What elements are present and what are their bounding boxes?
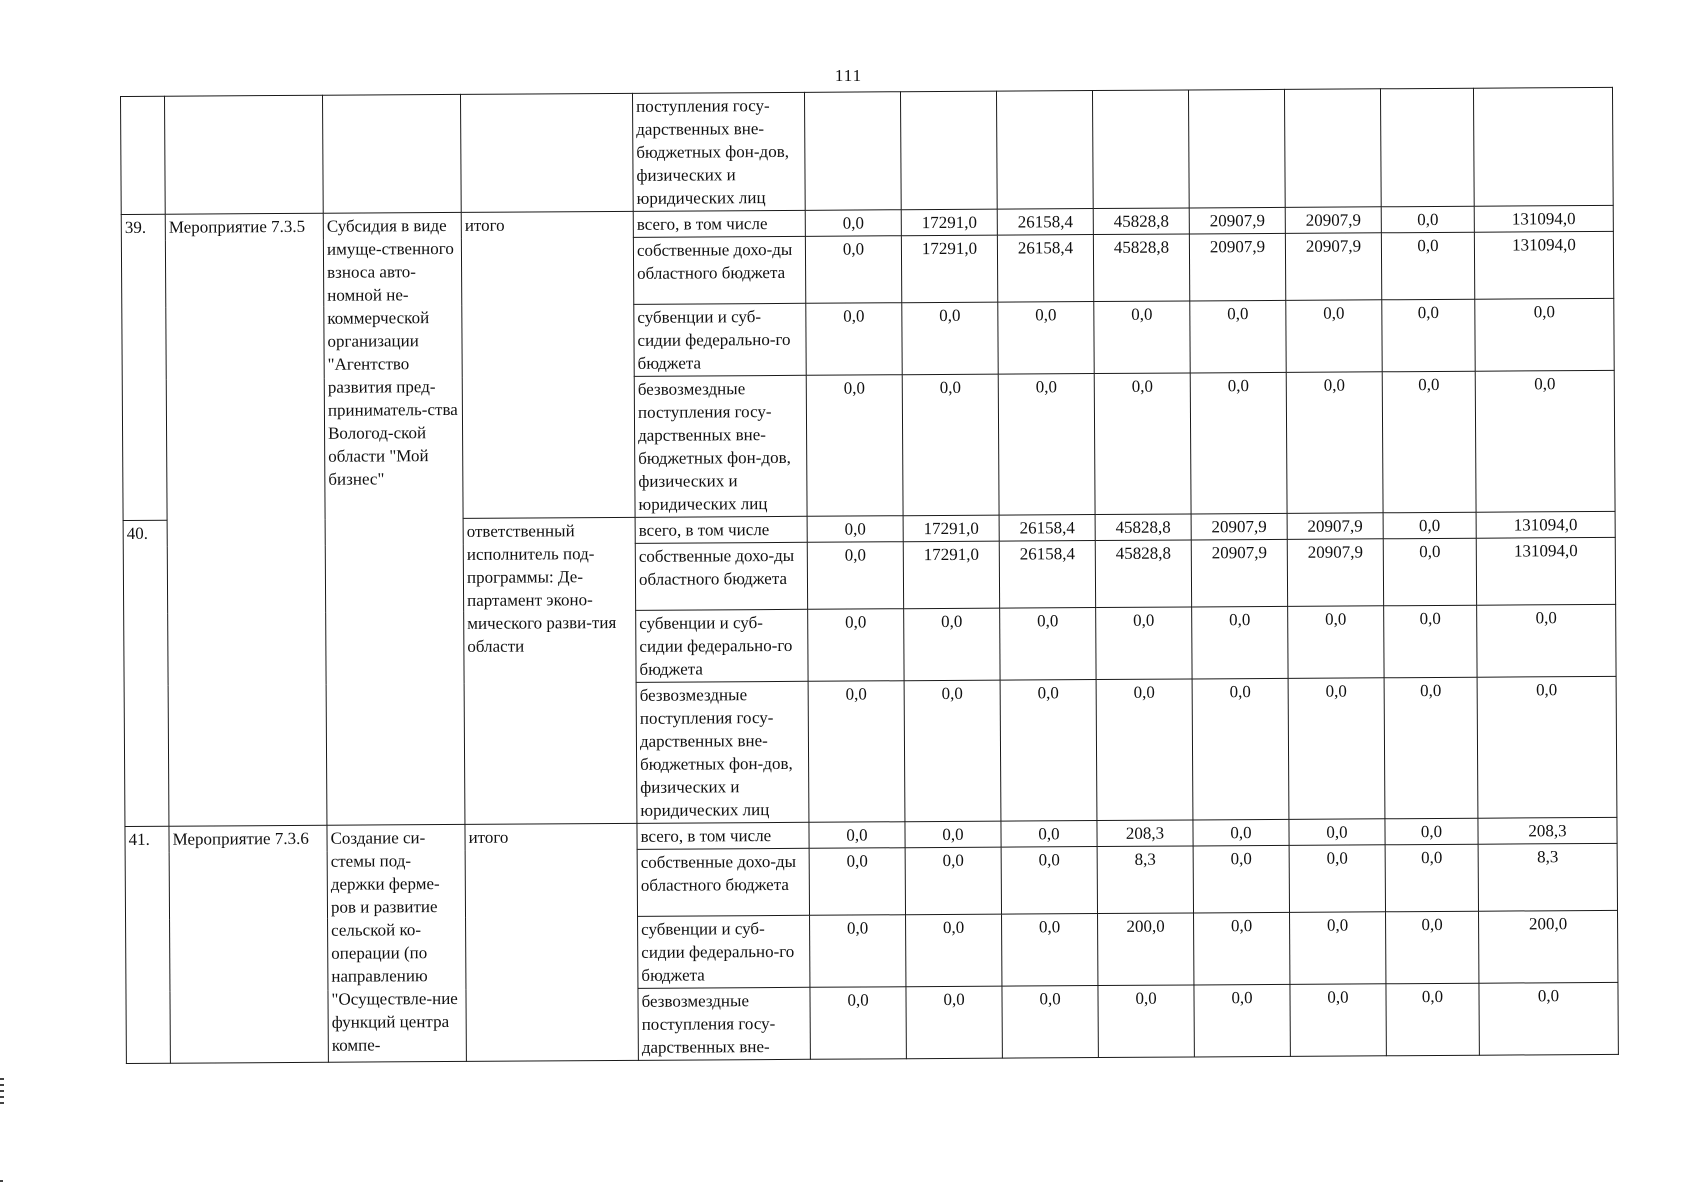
value-cell: 17291,0 xyxy=(903,515,999,542)
value-cell: 20907,9 xyxy=(1191,539,1287,607)
scan-margin-dot xyxy=(0,1180,3,1182)
value-cell: 0,0 xyxy=(1193,819,1289,846)
value-cell: 17291,0 xyxy=(903,541,999,609)
value-cell: 131094,0 xyxy=(1476,511,1615,538)
value-cell: 0,0 xyxy=(1381,206,1474,233)
value-cell: 0,0 xyxy=(1386,983,1479,1056)
value-cell: 0,0 xyxy=(1477,604,1616,677)
event-name: Мероприятие 7.3.6 xyxy=(169,825,328,1063)
value-cell: 200,0 xyxy=(1479,910,1618,983)
value-cell: 0,0 xyxy=(810,915,906,988)
row-number: 39. xyxy=(121,214,167,520)
value-cell: 0,0 xyxy=(807,516,903,543)
value-cell: 0,0 xyxy=(906,914,1002,987)
value-cell: 45828,8 xyxy=(1095,540,1191,608)
value-cell: 20907,9 xyxy=(1191,513,1287,540)
value-cell: 26158,4 xyxy=(997,209,1093,236)
funding-source: всего, в том числе xyxy=(633,210,805,237)
value-cell: 0,0 xyxy=(1382,371,1476,513)
value-cell: 20907,9 xyxy=(1285,233,1381,301)
value-cell: 45828,8 xyxy=(1093,208,1189,235)
value-cell: 20907,9 xyxy=(1189,233,1285,301)
value-cell: 0,0 xyxy=(1475,370,1615,512)
value-cell: 0,0 xyxy=(905,847,1001,915)
value-cell: 0,0 xyxy=(806,375,903,517)
value-cell: 0,0 xyxy=(1286,372,1383,514)
funding-source: поступления госу-дарственных вне-бюджетных фон-дов, физических и юридических лиц xyxy=(632,92,805,211)
value-cell: 0,0 xyxy=(1194,912,1290,985)
value-cell: 17291,0 xyxy=(901,235,997,303)
value-cell: 208,3 xyxy=(1478,817,1617,844)
value-cell: 0,0 xyxy=(1094,373,1191,515)
value-cell: 0,0 xyxy=(1002,986,1098,1059)
value-cell: 0,0 xyxy=(1381,232,1474,300)
row-number: 41. xyxy=(125,826,170,1063)
value-cell: 0,0 xyxy=(904,608,1000,681)
value-cell: 26158,4 xyxy=(999,515,1095,542)
value-cell: 0,0 xyxy=(1289,819,1385,846)
value-cell: 45828,8 xyxy=(1095,514,1191,541)
value-cell: 0,0 xyxy=(1001,821,1097,848)
funding-source: субвенции и суб-сидии федерально-го бюджета xyxy=(636,609,808,682)
value-cell: 0,0 xyxy=(1383,512,1476,539)
value-cell: 0,0 xyxy=(1098,985,1194,1058)
value-cell: 20907,9 xyxy=(1287,539,1383,607)
value-cell: 0,0 xyxy=(809,848,905,916)
funding-source: безвозмездные поступления госу-дарственных вне- xyxy=(638,987,810,1060)
value-cell: 0,0 xyxy=(808,609,904,682)
value-cell: 0,0 xyxy=(1290,984,1386,1057)
funding-source: субвенции и суб-сидии федерально-го бюджета xyxy=(634,303,806,376)
value-cell: 0,0 xyxy=(808,681,905,823)
value-cell: 0,0 xyxy=(1289,845,1385,913)
value-cell: 20907,9 xyxy=(1189,207,1285,234)
value-cell: 0,0 xyxy=(806,303,902,376)
scan-margin-marks xyxy=(0,1078,4,1106)
value-cell: 20907,9 xyxy=(1287,513,1383,540)
value-cell: 0,0 xyxy=(1386,911,1479,984)
funding-source: субвенции и суб-сидии федерально-го бюджета xyxy=(638,915,810,988)
value-cell: 0,0 xyxy=(902,302,998,375)
value-cell: 0,0 xyxy=(1096,607,1192,680)
event-description: Субсидия в виде имуще-ственного взноса авто-номной не-коммерческой организации "Агентство развития пред-приниматель-ства Вологод-ской области "Мой бизнес" xyxy=(323,212,465,825)
value-cell: 0,0 xyxy=(1194,984,1290,1057)
value-cell: 0,0 xyxy=(1477,676,1617,818)
value-cell: 20907,9 xyxy=(1285,207,1381,234)
funding-source: собственные дохо-ды областного бюджета xyxy=(637,848,809,916)
value-cell: 8,3 xyxy=(1097,846,1193,914)
value-cell: 0,0 xyxy=(1384,677,1478,819)
executor: итого xyxy=(461,211,635,518)
value-cell: 131094,0 xyxy=(1474,205,1613,232)
executor: ответственный исполнитель под-программы: Де-партамент эконо-мического разви-тия области xyxy=(463,517,637,824)
value-cell: 0,0 xyxy=(1000,680,1097,822)
value-cell: 200,0 xyxy=(1098,913,1194,986)
value-cell: 0,0 xyxy=(1096,679,1193,821)
value-cell: 0,0 xyxy=(1475,298,1614,371)
value-cell: 0,0 xyxy=(810,987,906,1060)
value-cell: 0,0 xyxy=(1001,847,1097,915)
funding-source: всего, в том числе xyxy=(637,822,809,849)
value-cell: 0,0 xyxy=(1383,538,1476,606)
value-cell: 0,0 xyxy=(805,236,901,304)
value-cell: 131094,0 xyxy=(1476,537,1615,605)
event-description: Создание си-стемы под-держки ферме-ров и развитие сельской ко-операции (по направлению "Осуществле-ние функций центра компе- xyxy=(327,824,466,1062)
value-cell: 0,0 xyxy=(1288,678,1385,820)
value-cell: 0,0 xyxy=(1192,678,1289,820)
value-cell: 0,0 xyxy=(1193,845,1289,913)
value-cell: 0,0 xyxy=(1290,912,1386,985)
value-cell: 0,0 xyxy=(1288,606,1384,679)
value-cell: 0,0 xyxy=(1385,844,1478,912)
row-number: 40. xyxy=(123,520,169,826)
value-cell: 131094,0 xyxy=(1474,231,1613,299)
value-cell: 0,0 xyxy=(1286,300,1382,373)
funding-source: собственные дохо-ды областного бюджета xyxy=(635,542,807,610)
value-cell: 0,0 xyxy=(1000,608,1096,681)
funding-source: безвозмездные поступления госу-дарственных вне-бюджетных фон-дов, физических и юридических лиц xyxy=(634,375,807,517)
budget-table xyxy=(120,87,1619,1064)
funding-source: безвозмездные поступления госу-дарственных вне-бюджетных фон-дов, физических и юридических лиц xyxy=(636,681,809,823)
value-cell: 0,0 xyxy=(807,542,903,610)
table-row xyxy=(121,87,1614,214)
funding-source: всего, в том числе xyxy=(635,516,807,543)
value-cell: 208,3 xyxy=(1097,820,1193,847)
funding-source: собственные дохо-ды областного бюджета xyxy=(633,236,805,304)
value-cell: 0,0 xyxy=(1384,605,1477,678)
value-cell: 0,0 xyxy=(998,374,1095,516)
event-name: Мероприятие 7.3.5 xyxy=(165,213,327,826)
value-cell: 26158,4 xyxy=(999,541,1095,609)
value-cell: 17291,0 xyxy=(901,209,997,236)
executor: итого xyxy=(465,823,638,1061)
value-cell: 8,3 xyxy=(1478,843,1617,911)
page-number: 111 xyxy=(834,66,863,85)
value-cell: 0,0 xyxy=(1002,914,1098,987)
value-cell: 0,0 xyxy=(809,822,905,849)
value-cell: 0,0 xyxy=(1190,300,1286,373)
value-cell: 26158,4 xyxy=(997,235,1093,303)
value-cell: 0,0 xyxy=(1382,299,1475,372)
value-cell: 0,0 xyxy=(902,374,999,516)
value-cell: 0,0 xyxy=(1385,818,1478,845)
value-cell: 0,0 xyxy=(1479,982,1618,1055)
value-cell: 0,0 xyxy=(905,821,1001,848)
value-cell: 0,0 xyxy=(1094,301,1190,374)
value-cell: 0,0 xyxy=(998,302,1094,375)
value-cell: 0,0 xyxy=(805,210,901,237)
value-cell: 0,0 xyxy=(906,986,1002,1059)
value-cell: 0,0 xyxy=(1192,606,1288,679)
value-cell: 0,0 xyxy=(1190,372,1287,514)
value-cell: 45828,8 xyxy=(1093,234,1189,302)
value-cell: 0,0 xyxy=(904,680,1001,822)
